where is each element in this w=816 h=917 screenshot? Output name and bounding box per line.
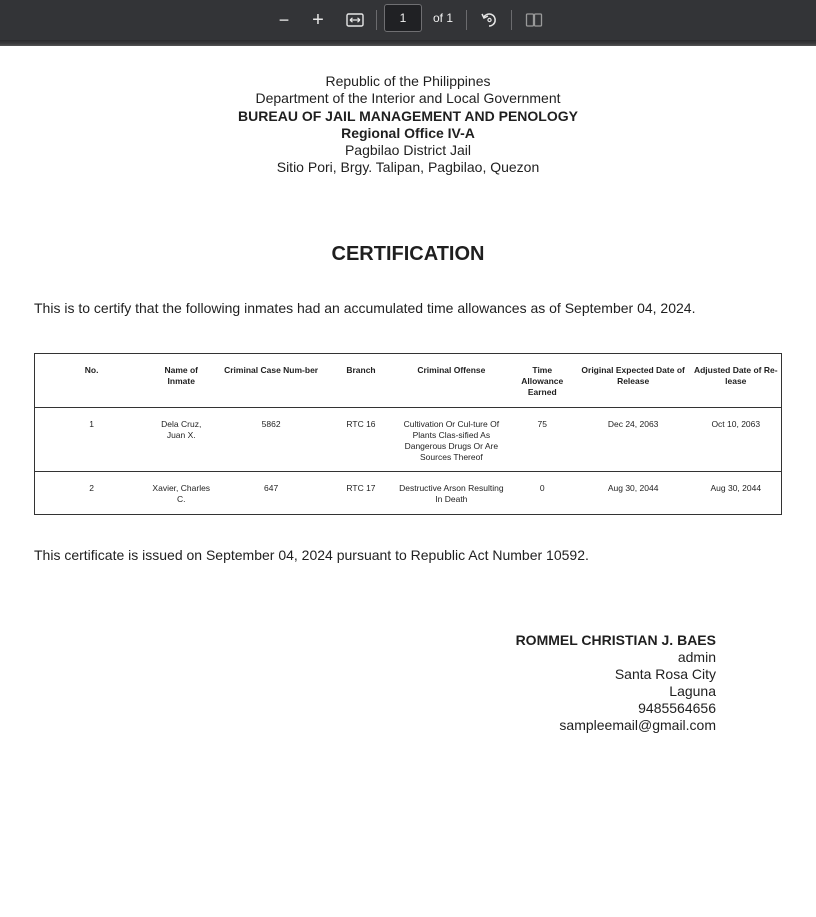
table-cell: Xavier, Charles C.: [148, 472, 214, 515]
zoom-in-icon: +: [312, 8, 324, 31]
table-cell: Aug 30, 2044: [576, 472, 691, 515]
table-cell: RTC 17: [328, 472, 394, 515]
column-header: Criminal Case Num-ber: [214, 354, 328, 408]
fit-page-button[interactable]: [344, 6, 366, 34]
table-cell: Dec 24, 2063: [576, 408, 691, 472]
signatory-province: Laguna: [669, 683, 716, 699]
table-cell: RTC 16: [328, 408, 394, 472]
column-header: No.: [35, 354, 149, 408]
two-page-view-button[interactable]: [523, 6, 545, 34]
table-cell: Oct 10, 2063: [691, 408, 782, 472]
table-row: [35, 408, 782, 472]
pdf-toolbar: [0, 0, 816, 40]
table-cell: 5862: [214, 408, 328, 472]
inmates-table: [34, 353, 782, 515]
column-header: Branch: [328, 354, 394, 408]
intro-paragraph: This is to certify that the following inmates had an accumulated time allowances as of September 04, 2024.: [34, 300, 696, 316]
column-header: Criminal Offense: [394, 354, 509, 408]
letterhead-line-department: Department of the Interior and Local Government: [255, 90, 561, 106]
letterhead-line-region: Regional Office IV-A: [341, 125, 475, 141]
table-cell: Dela Cruz, Juan X.: [148, 408, 214, 472]
table-header-row: [35, 354, 782, 408]
signatory-city: Santa Rosa City: [614, 666, 716, 682]
toolbar-divider: [466, 10, 467, 30]
rotate-button[interactable]: [478, 6, 500, 34]
column-header: Time Allowance Earned: [509, 354, 576, 408]
table-cell: 2: [35, 472, 149, 515]
toolbar-divider: [376, 10, 377, 30]
column-header: Adjusted Date of Re-lease: [691, 354, 782, 408]
column-header: Original Expected Date of Release: [576, 354, 691, 408]
table-cell: 0: [509, 472, 576, 515]
letterhead-line-republic: Republic of the Philippines: [325, 73, 491, 89]
rotate-icon: [480, 11, 498, 29]
toolbar-divider: [511, 10, 512, 30]
table-cell: Destructive Arson Resulting In Death: [394, 472, 509, 515]
table-cell: Cultivation Or Cul-ture Of Plants Clas-sified As Dangerous Drugs Or Are Sources Thereof: [394, 408, 509, 472]
toolbar-shadow: [0, 40, 816, 46]
signatory-name: ROMMEL CHRISTIAN J. BAES: [515, 632, 716, 648]
issuance-statement: This certificate is issued on September 04, 2024 pursuant to Republic Act Number 10592.: [34, 547, 589, 563]
two-page-view-icon: [525, 12, 543, 28]
letterhead-line-jail: Pagbilao District Jail: [344, 142, 472, 158]
signatory-email: sampleemail@gmail.com: [559, 717, 716, 733]
letterhead-line-address: Sitio Pori, Brgy. Talipan, Pagbilao, Quezon: [276, 159, 540, 175]
zoom-in-button[interactable]: [308, 6, 328, 34]
page-total-label: of 1: [433, 11, 454, 25]
table-row: [35, 472, 782, 515]
table-cell: Aug 30, 2044: [691, 472, 782, 515]
table-cell: 1: [35, 408, 149, 472]
signatory-block: [516, 632, 716, 734]
table-cell: 75: [509, 408, 576, 472]
fit-page-icon: [346, 13, 364, 27]
document-title: CERTIFICATION: [331, 243, 485, 265]
signatory-role: admin: [677, 649, 716, 665]
signatory-phone: 9485564656: [638, 700, 716, 716]
column-header: Name of Inmate: [148, 354, 214, 408]
page-number-input[interactable]: 1: [384, 4, 422, 32]
zoom-out-button[interactable]: [274, 6, 294, 34]
zoom-out-icon: −: [278, 9, 290, 30]
table-cell: 647: [214, 472, 328, 515]
letterhead-line-bureau: BUREAU OF JAIL MANAGEMENT AND PENOLOGY: [238, 108, 578, 124]
